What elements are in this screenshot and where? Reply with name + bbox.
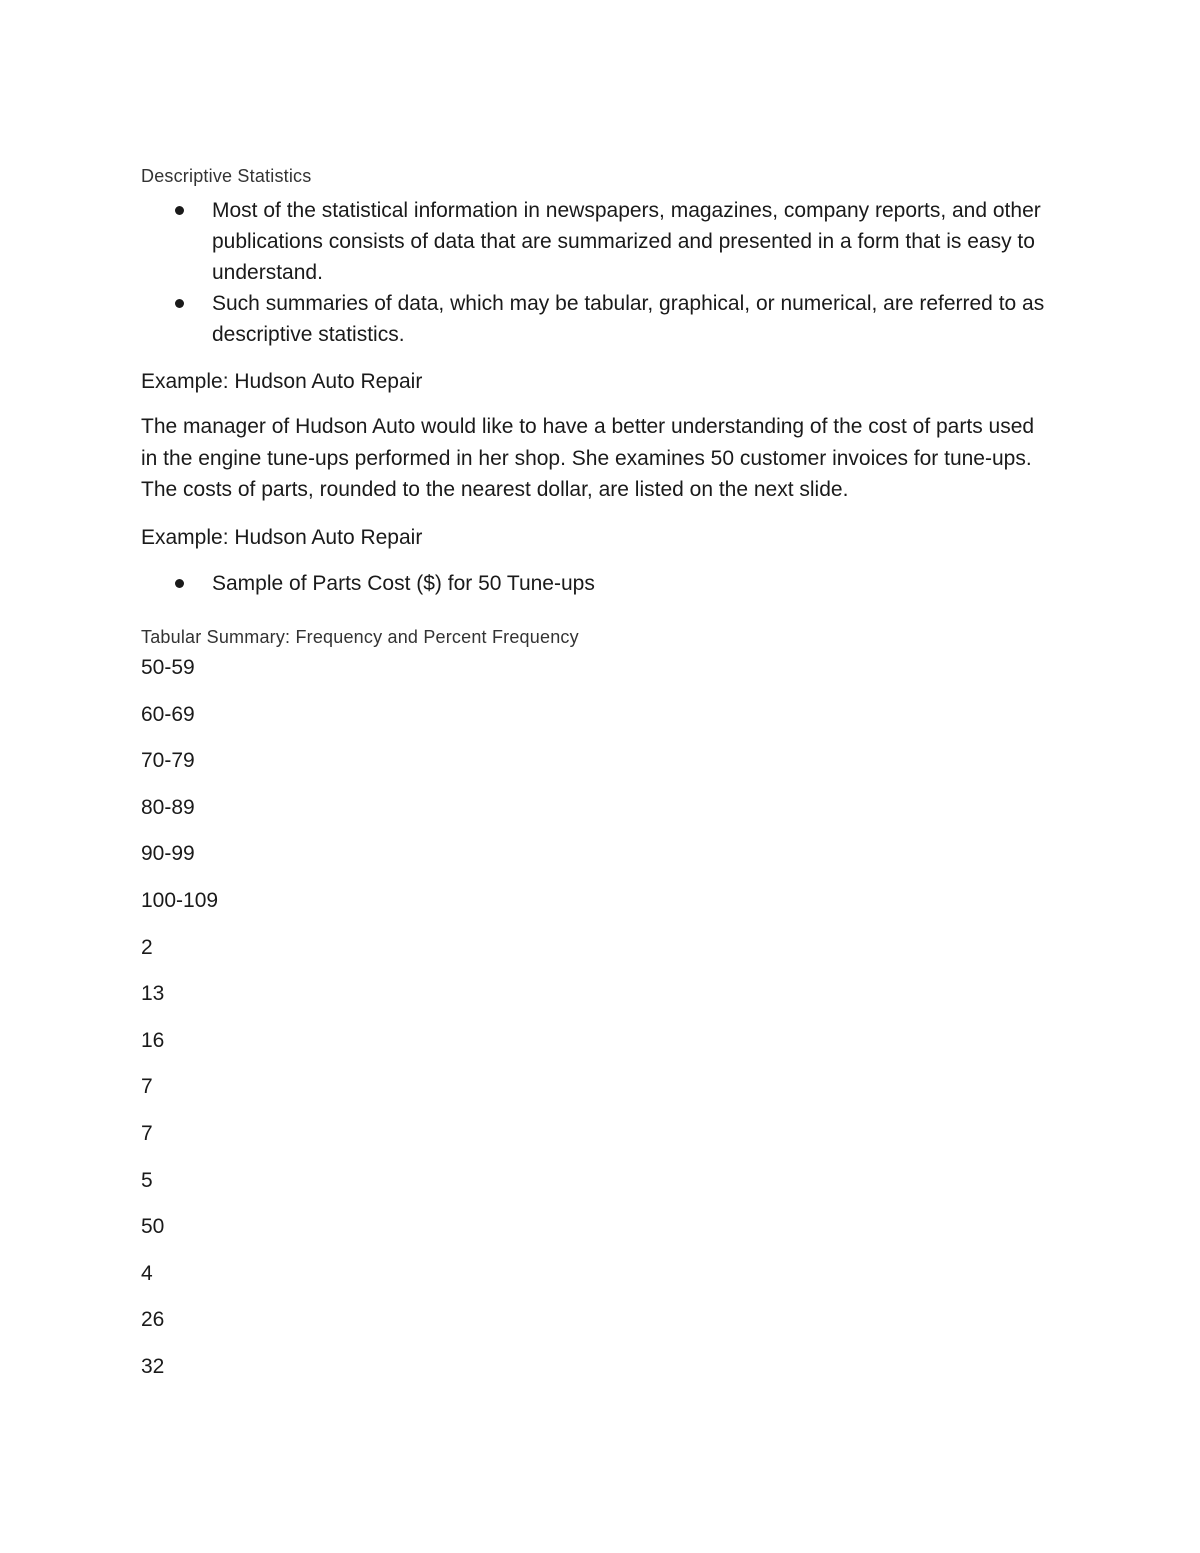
list-item (141, 288, 1061, 350)
bullet-icon (175, 206, 184, 215)
table-row: 7 (141, 1121, 153, 1145)
table-row: 5 (141, 1168, 153, 1192)
manager-paragraph: The manager of Hudson Auto would like to have a better understanding of the cost of parts used in the engine tune-ups performed in her shop. She examines 50 customer invoices for tune-ups. The costs of parts, rounded to the nearest dollar, are listed on the next slide. (141, 415, 1035, 501)
table-row: 50 (141, 1215, 165, 1239)
list-item (141, 568, 1061, 599)
intro-bullet-list (141, 195, 1061, 350)
bullet-text: Such summaries of data, which may be tabular, graphical, or numerical, are referred to as descriptive statistics. (212, 292, 1045, 346)
table-row: 4 (141, 1261, 153, 1285)
table-row: 80-89 (141, 795, 195, 819)
bullet-icon (175, 299, 184, 308)
table-row: 16 (141, 1028, 165, 1052)
bullet-icon (175, 579, 184, 588)
table-row: 26 (141, 1308, 165, 1332)
summary-values-list (141, 652, 218, 1398)
table-row: 60-69 (141, 702, 195, 726)
table-row: 7 (141, 1075, 153, 1099)
table-row: 100-109 (141, 888, 219, 912)
bullet-text: Most of the statistical information in newspapers, magazines, company reports, and other publications consists of data that are summarized and presented in a form that is easy to understand. (212, 199, 1041, 284)
section-heading: Descriptive Statistics (141, 166, 312, 186)
example-heading: Example: Hudson Auto Repair (141, 370, 423, 393)
list-item (141, 195, 1061, 288)
tabular-summary-title: Tabular Summary: Frequency and Percent Frequency (141, 627, 579, 647)
table-row: 2 (141, 935, 153, 959)
example-heading: Example: Hudson Auto Repair (141, 526, 423, 549)
table-row: 50-59 (141, 656, 195, 679)
table-row: 90-99 (141, 842, 195, 866)
table-row: 13 (141, 982, 165, 1006)
table-row: 32 (141, 1354, 165, 1378)
bullet-text: Sample of Parts Cost ($) for 50 Tune-ups (212, 572, 595, 595)
sample-bullet-list (141, 568, 1061, 599)
table-row: 70-79 (141, 749, 195, 773)
